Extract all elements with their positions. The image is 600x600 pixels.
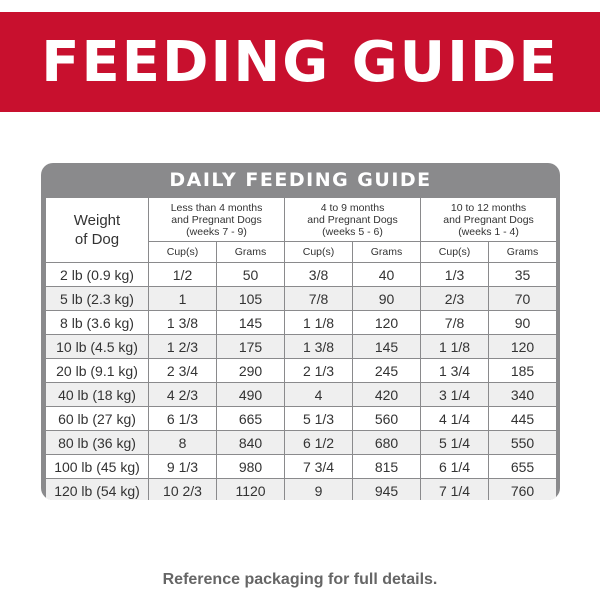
cups-cell: 7/8 (285, 287, 353, 311)
grams-cell: 145 (353, 335, 421, 359)
grams-cell: 655 (489, 455, 557, 479)
weight-cell: 60 lb (27 kg) (46, 407, 149, 431)
grams-cell: 490 (217, 383, 285, 407)
group-header-line: 10 to 12 months (450, 201, 527, 214)
cups-cell: 6 1/4 (421, 455, 489, 479)
grams-cell: 120 (353, 311, 421, 335)
table-row (46, 287, 557, 311)
grams-cell: 50 (217, 263, 285, 287)
cups-cell: 4 1/4 (421, 407, 489, 431)
weight-cell: 100 lb (45 kg) (46, 455, 149, 479)
group-header (149, 198, 285, 242)
cups-cell: 1/3 (421, 263, 489, 287)
weight-cell: 20 lb (9.1 kg) (46, 359, 149, 383)
grams-cell: 980 (217, 455, 285, 479)
grams-cell: 550 (489, 431, 557, 455)
weight-header (46, 198, 149, 263)
weight-cell: 10 lb (4.5 kg) (46, 335, 149, 359)
table-body (46, 263, 557, 501)
cups-cell: 7 1/4 (421, 479, 489, 501)
group-header (285, 198, 421, 242)
cups-cell: 2/3 (421, 287, 489, 311)
cups-cell: 3/8 (285, 263, 353, 287)
grams-cell: 175 (217, 335, 285, 359)
feeding-guide-card (41, 163, 560, 500)
weight-cell: 2 lb (0.9 kg) (46, 263, 149, 287)
table-row (46, 359, 557, 383)
group-header (421, 198, 557, 242)
cups-cell: 6 1/3 (149, 407, 217, 431)
table-row (46, 383, 557, 407)
table-row (46, 335, 557, 359)
table-row (46, 311, 557, 335)
grams-cell: 145 (217, 311, 285, 335)
table-row (46, 407, 557, 431)
group-header-line: (weeks 7 - 9) (186, 225, 247, 238)
cups-cell: 1/2 (149, 263, 217, 287)
table-row (46, 455, 557, 479)
grams-cell: 445 (489, 407, 557, 431)
grams-header: Grams (489, 242, 557, 263)
grams-cell: 560 (353, 407, 421, 431)
feeding-table (45, 197, 557, 500)
cups-cell: 1 3/4 (421, 359, 489, 383)
grams-cell: 185 (489, 359, 557, 383)
grams-cell: 40 (353, 263, 421, 287)
card-title: DAILY FEEDING GUIDE (169, 169, 432, 191)
cups-cell: 5 1/3 (285, 407, 353, 431)
grams-cell: 245 (353, 359, 421, 383)
cups-header: Cup(s) (285, 242, 353, 263)
page-title: FEEDING GUIDE (41, 29, 559, 95)
grams-header: Grams (353, 242, 421, 263)
weight-cell: 120 lb (54 kg) (46, 479, 149, 501)
group-header-line: (weeks 5 - 6) (322, 225, 383, 238)
cups-cell: 5 1/4 (421, 431, 489, 455)
cups-cell: 8 (149, 431, 217, 455)
cups-cell: 10 2/3 (149, 479, 217, 501)
weight-cell: 8 lb (3.6 kg) (46, 311, 149, 335)
grams-cell: 35 (489, 263, 557, 287)
grams-cell: 340 (489, 383, 557, 407)
cups-cell: 1 1/8 (421, 335, 489, 359)
group-header-line: and Pregnant Dogs (171, 213, 262, 226)
grams-cell: 70 (489, 287, 557, 311)
cups-cell: 9 (285, 479, 353, 501)
cups-cell: 9 1/3 (149, 455, 217, 479)
group-header-line: (weeks 1 - 4) (458, 225, 519, 238)
cups-cell: 4 2/3 (149, 383, 217, 407)
weight-header-line: of Dog (74, 231, 120, 248)
header-banner (0, 12, 600, 112)
grams-cell: 120 (489, 335, 557, 359)
cups-cell: 2 3/4 (149, 359, 217, 383)
weight-header-line: Weight (73, 212, 121, 229)
grams-cell: 760 (489, 479, 557, 501)
cups-cell: 1 (149, 287, 217, 311)
grams-cell: 420 (353, 383, 421, 407)
cups-cell: 1 2/3 (149, 335, 217, 359)
table-row (46, 263, 557, 287)
grams-cell: 815 (353, 455, 421, 479)
cups-cell: 1 1/8 (285, 311, 353, 335)
cups-cell: 7/8 (421, 311, 489, 335)
group-header-line: and Pregnant Dogs (307, 213, 398, 226)
grams-cell: 1120 (217, 479, 285, 501)
footer-note: Reference packaging for full details. (162, 571, 438, 588)
weight-cell: 80 lb (36 kg) (46, 431, 149, 455)
group-header-line: Less than 4 months (170, 201, 263, 214)
cups-cell: 1 3/8 (149, 311, 217, 335)
grams-cell: 105 (217, 287, 285, 311)
cups-cell: 4 (285, 383, 353, 407)
weight-cell: 5 lb (2.3 kg) (46, 287, 149, 311)
table-row (46, 431, 557, 455)
grams-cell: 945 (353, 479, 421, 501)
grams-cell: 90 (353, 287, 421, 311)
grams-header: Grams (217, 242, 285, 263)
grams-cell: 680 (353, 431, 421, 455)
grams-cell: 90 (489, 311, 557, 335)
cups-header: Cup(s) (421, 242, 489, 263)
table-row (46, 479, 557, 501)
group-header-line: 4 to 9 months (320, 201, 385, 214)
cups-cell: 1 3/8 (285, 335, 353, 359)
weight-cell: 40 lb (18 kg) (46, 383, 149, 407)
card-header (41, 163, 560, 197)
group-header-line: and Pregnant Dogs (443, 213, 534, 226)
cups-cell: 6 1/2 (285, 431, 353, 455)
grams-cell: 290 (217, 359, 285, 383)
grams-cell: 840 (217, 431, 285, 455)
cups-cell: 3 1/4 (421, 383, 489, 407)
cups-header: Cup(s) (149, 242, 217, 263)
cups-cell: 7 3/4 (285, 455, 353, 479)
cups-cell: 2 1/3 (285, 359, 353, 383)
grams-cell: 665 (217, 407, 285, 431)
